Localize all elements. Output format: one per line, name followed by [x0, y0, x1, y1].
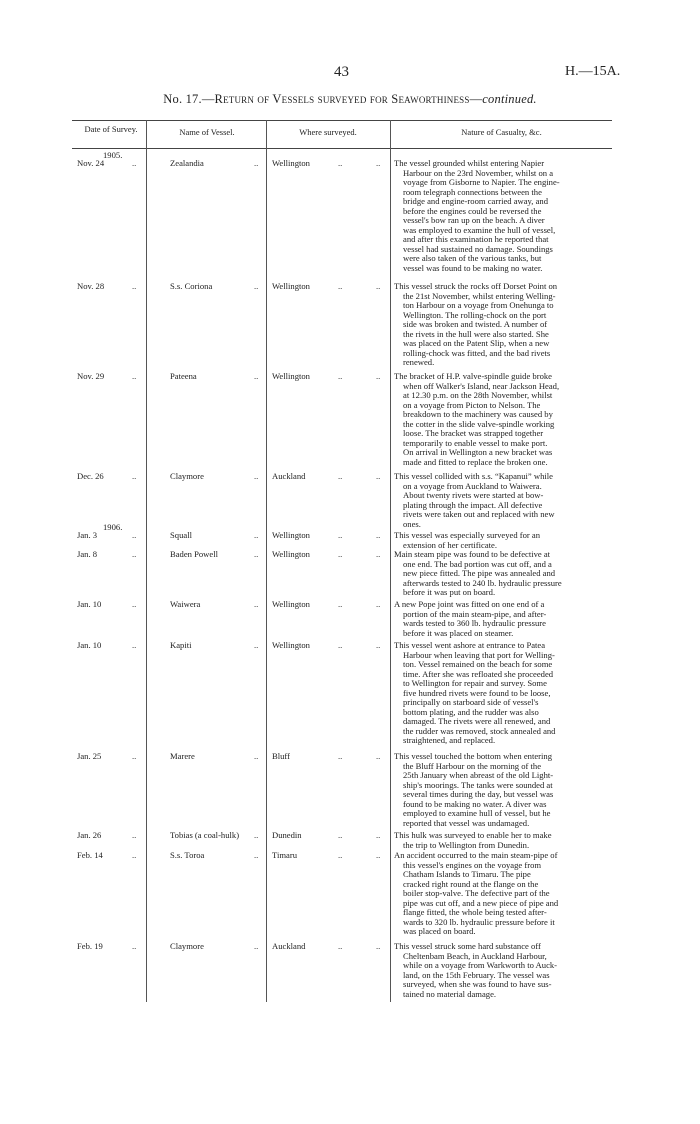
year-label: 1906.: [103, 522, 123, 532]
page-title: [0, 92, 700, 107]
survey-date: Dec. 26: [77, 471, 104, 481]
name-leader: ..: [254, 850, 259, 860]
name-leader: ..: [254, 281, 259, 291]
casualty-line: boiler stop-valve. The defective part of the: [403, 888, 550, 898]
date-leader: ..: [132, 158, 137, 168]
survey-date: Jan. 10: [77, 599, 102, 609]
casualty-line: before the engines could be reversed the: [403, 205, 542, 216]
where-leader-2: ..: [376, 640, 381, 650]
casualty-line: one end. The bad portion was cut off, and a: [403, 558, 552, 569]
where-leader-1: ..: [338, 830, 343, 840]
casualty-line: This vessel was especially surveyed for an: [394, 530, 541, 540]
casualty-line: on a voyage from Auckland to Waiwera.: [403, 480, 542, 491]
vessel-name: Tobias (a coal-hulk): [170, 830, 240, 840]
casualty-description: [394, 282, 609, 368]
where-leader-2: ..: [376, 471, 381, 481]
casualty-line: this vessel's engines on the voyage from: [403, 859, 542, 870]
vessel-name: S.s. Coriona: [170, 281, 213, 291]
where-leader-1: ..: [338, 850, 343, 860]
vessel-name: Marere: [170, 751, 195, 761]
header-date: Date of Survey.: [84, 124, 138, 134]
casualty-description: [394, 600, 609, 638]
name-leader: ..: [254, 599, 259, 609]
date-leader: ..: [132, 549, 137, 559]
vessel-name: Pateena: [170, 371, 197, 381]
casualty-line: made and fitted to replace the broken one.: [403, 456, 548, 467]
casualty-line: damaged. The rivets were all renewed, and: [403, 716, 551, 726]
name-leader: ..: [254, 549, 259, 559]
casualty-line: rolling-chock was fitted, and the bad rivets: [403, 347, 551, 358]
title-number: No. 17.: [163, 92, 202, 106]
casualty-line: On arrival in Wellington a new bracket was: [403, 447, 553, 457]
where-leader-1: ..: [338, 751, 343, 761]
name-leader: ..: [254, 471, 259, 481]
casualty-line: the cotter in the slide valve-spindle working: [403, 418, 555, 429]
date-leader: ..: [132, 640, 137, 650]
where-leader-1: ..: [338, 640, 343, 650]
survey-date: Jan. 25: [77, 751, 102, 761]
vessel-name: Waiwera: [170, 599, 201, 609]
casualty-line: A new Pope joint was fitted on one end of a: [394, 599, 545, 609]
casualty-line: before it was put on board.: [403, 587, 496, 597]
casualty-line: afterwards tested to 240 lb. hydraulic pressure: [403, 577, 562, 588]
title-dash: —: [201, 92, 215, 106]
casualty-line: the rivets in the hull were also started. She: [403, 328, 549, 339]
casualty-line: ship's moorings. The tanks were sounded at: [403, 779, 553, 790]
survey-date: Jan. 26: [77, 830, 102, 840]
date-leader: ..: [132, 830, 137, 840]
survey-location: Wellington: [272, 640, 310, 650]
casualty-description: [394, 851, 609, 937]
where-leader-1: ..: [338, 471, 343, 481]
where-leader-2: ..: [376, 530, 381, 540]
casualty-description: [394, 550, 609, 598]
name-leader: ..: [254, 751, 259, 761]
casualty-line: side was broken and twisted. A number of: [403, 319, 548, 329]
vessel-name: Claymore: [170, 941, 204, 951]
casualty-line: principally on starboard side of vessel's: [403, 697, 539, 707]
casualty-line: employed to examine hull of vessel, but he: [403, 808, 551, 818]
casualty-description: [394, 531, 609, 550]
where-leader-2: ..: [376, 830, 381, 840]
where-leader-1: ..: [338, 549, 343, 559]
vessel-name: Baden Powell: [170, 549, 218, 559]
page-number: 43: [334, 64, 349, 80]
casualty-line: at 12.30 p.m. on the 28th November, whilst: [403, 390, 553, 400]
casualty-line: renewed.: [403, 357, 435, 367]
header-name: Name of Vessel.: [179, 127, 235, 137]
where-leader-2: ..: [376, 281, 381, 291]
where-leader-2: ..: [376, 751, 381, 761]
casualty-line: vessel had sustained no damage. Soundings: [403, 243, 553, 254]
casualty-line: The vessel grounded whilst entering Napier: [394, 158, 545, 168]
casualty-line: the trip to Wellington from Dunedin.: [403, 839, 530, 850]
year-label: 1905.: [103, 150, 123, 160]
date-leader: ..: [132, 471, 137, 481]
casualty-line: while on a voyage from Warkworth to Auck-: [403, 960, 558, 970]
casualty-line: ton Harbour on a voyage from Onehunga to: [403, 300, 554, 310]
casualty-line: the Bluff Harbour on the morning of the: [403, 760, 542, 771]
casualty-line: when off Walker's Island, near Jackson Head,: [403, 380, 560, 391]
date-leader: ..: [132, 599, 137, 609]
date-leader: ..: [132, 281, 137, 291]
casualty-line: About twenty rivets were started at bow-: [403, 490, 544, 500]
casualty-line: This vessel collided with s.s. “Kapanui” while: [394, 471, 553, 481]
title-sep: —: [469, 92, 483, 106]
where-leader-1: ..: [338, 599, 343, 609]
vessel-name: Squall: [170, 530, 192, 540]
survey-location: Auckland: [272, 471, 306, 481]
casualty-description: [394, 752, 609, 828]
casualty-line: was placed on board.: [403, 926, 476, 936]
casualty-line: before it was placed on steamer.: [403, 627, 514, 638]
casualty-line: reported that vessel was undamaged.: [403, 817, 530, 828]
where-leader-2: ..: [376, 850, 381, 860]
casualty-line: room telegraph connections between the: [403, 186, 542, 197]
casualty-line: ones.: [403, 518, 421, 529]
header-nature: Nature of Casualty, &c.: [461, 127, 542, 137]
vessel-name: S.s. Toroa: [170, 850, 205, 860]
name-leader: ..: [254, 158, 259, 168]
where-leader-1: ..: [338, 530, 343, 540]
name-leader: ..: [254, 371, 259, 381]
casualty-line: This vessel touched the bottom when entering: [394, 751, 552, 761]
casualty-description: [394, 942, 609, 999]
casualty-line: breakdown to the machinery was caused by: [403, 409, 553, 419]
where-leader-1: ..: [338, 158, 343, 168]
name-leader: ..: [254, 830, 259, 840]
casualty-line: pipe was cut off, and a new piece of pipe and: [403, 897, 559, 908]
survey-location: Wellington: [272, 599, 310, 609]
casualty-line: This vessel went ashore at entrance to Patea: [394, 640, 546, 650]
header-where: Where surveyed.: [299, 127, 357, 137]
casualty-line: Cheltenbam Beach, in Auckland Harbour,: [403, 950, 547, 961]
casualty-description: [394, 472, 609, 529]
casualty-line: Main steam pipe was found to be defective at: [394, 549, 551, 559]
title-continued: continued.: [482, 92, 537, 106]
casualty-line: wards tested to 360 lb. hydraulic pressure: [403, 618, 546, 628]
casualty-line: extension of her certificate.: [403, 539, 498, 550]
casualty-description: [394, 831, 609, 850]
vessel-name: Zealandia: [170, 158, 204, 168]
date-leader: ..: [132, 941, 137, 951]
survey-date: Feb. 14: [77, 850, 103, 860]
vessel-name: Kapiti: [170, 640, 192, 650]
vessel-name: Claymore: [170, 471, 204, 481]
survey-date: Nov. 29: [77, 371, 105, 381]
where-leader-1: ..: [338, 281, 343, 291]
name-leader: ..: [254, 530, 259, 540]
survey-location: Wellington: [272, 371, 310, 381]
casualty-line: An accident occurred to the main steam-pipe of: [394, 850, 558, 860]
date-leader: ..: [132, 850, 137, 860]
survey-date: Nov. 24: [77, 158, 105, 168]
date-leader: ..: [132, 530, 137, 540]
casualty-line: cracked right round at the flange on the: [403, 878, 539, 889]
casualty-line: straightened, and replaced.: [403, 735, 496, 745]
casualty-line: and after this examination he reported that: [403, 234, 549, 244]
casualty-line: rivets were taken out and replaced with new: [403, 509, 555, 519]
name-leader: ..: [254, 640, 259, 650]
survey-date: Feb. 19: [77, 941, 103, 951]
header-bottom-rule: [72, 148, 612, 149]
casualty-line: Chatham Islands to Timaru. The pipe: [403, 869, 531, 879]
casualty-line: were also taken of the various tanks, but: [403, 253, 542, 263]
where-leader-2: ..: [376, 941, 381, 951]
page-reference: H.—15A.: [565, 64, 621, 79]
survey-date: Jan. 10: [77, 640, 102, 650]
column-divider-1: [146, 120, 147, 1002]
survey-location: Wellington: [272, 158, 310, 168]
casualty-line: flange fitted, the whole being tested after-: [403, 907, 547, 917]
survey-location: Wellington: [272, 530, 310, 540]
casualty-line: 25th January when abreast of the old Light-: [403, 770, 554, 780]
casualty-line: time. After she was refloated she proceeded: [403, 668, 554, 679]
casualty-line: the rudder was removed, stock annealed and: [403, 725, 556, 736]
casualty-line: on a voyage from Picton to Nelson. The: [403, 399, 541, 410]
casualty-line: temporarily to enable vessel to make port.: [403, 437, 548, 448]
casualty-line: was placed on the Patent Slip, when a new: [403, 338, 550, 348]
casualty-line: bridge and engine-room carried away, and: [403, 196, 548, 206]
title-text: Return of Vessels surveyed for Seaworthiness: [214, 92, 470, 106]
where-leader-2: ..: [376, 158, 381, 168]
casualty-line: to Wellington for repair and survey. Some: [403, 678, 547, 688]
casualty-line: five hundred rivets were found to be loose,: [403, 687, 551, 698]
casualty-line: several times during the day, but vessel was: [403, 789, 554, 799]
casualty-line: plating through the impact. All defective: [403, 499, 543, 510]
where-leader-2: ..: [376, 371, 381, 381]
survey-location: Auckland: [272, 941, 306, 951]
casualty-line: voyage from Gisborne to Napier. The engine-: [403, 177, 560, 187]
casualty-line: wards to 320 lb. hydraulic pressure before it: [403, 916, 555, 927]
casualty-line: was employed to examine the hull of vessel,: [403, 224, 556, 235]
where-leader-2: ..: [376, 599, 381, 609]
casualty-line: This vessel struck some hard substance off: [394, 941, 541, 951]
casualty-line: portion of the main steam-pipe, and after-: [403, 608, 547, 619]
casualty-line: ton. Vessel remained on the beach for some: [403, 659, 553, 669]
survey-location: Dunedin: [272, 830, 302, 840]
casualty-line: the 21st November, whilst entering Welling-: [403, 290, 556, 301]
casualty-line: This vessel struck the rocks off Dorset Point on: [394, 281, 558, 291]
where-leader-1: ..: [338, 371, 343, 381]
casualty-description: [394, 641, 609, 746]
survey-location: Wellington: [272, 281, 310, 291]
name-leader: ..: [254, 941, 259, 951]
survey-location: Bluff: [272, 751, 290, 761]
where-leader-1: ..: [338, 941, 343, 951]
casualty-description: [394, 159, 609, 273]
casualty-description: [394, 372, 609, 467]
casualty-line: surveyed, when she was found to have sus-: [403, 979, 552, 989]
column-divider-2: [266, 120, 267, 1002]
survey-date: Jan. 8: [77, 549, 98, 559]
date-leader: ..: [132, 751, 137, 761]
casualty-line: vessel was found to be making no water.: [403, 262, 543, 273]
column-divider-3: [390, 120, 391, 1002]
where-leader-2: ..: [376, 549, 381, 559]
casualty-line: This hulk was surveyed to enable her to make: [394, 830, 552, 840]
casualty-line: tained no material damage.: [403, 988, 497, 999]
casualty-line: The bracket of H.P. valve-spindle guide broke: [394, 371, 552, 381]
casualty-line: vessel's bow ran up on the beach. A diver: [403, 215, 545, 225]
survey-location: Timaru: [272, 850, 297, 860]
survey-date: Nov. 28: [77, 281, 105, 291]
casualty-line: Harbour on the 23rd November, whilst on a: [403, 167, 554, 178]
date-leader: ..: [132, 371, 137, 381]
casualty-line: bottom plating, and the rudder was also: [403, 706, 539, 717]
casualty-line: Harbour when leaving that port for Welling-: [403, 649, 555, 660]
survey-date: Jan. 3: [77, 530, 98, 540]
casualty-line: land, on the 15th February. The vessel was: [403, 969, 550, 980]
header-top-rule: [72, 120, 612, 121]
casualty-line: Wellington. The rolling-chock on the port: [403, 309, 547, 320]
casualty-line: new piece fitted. The pipe was annealed and: [403, 568, 556, 578]
casualty-line: found to be making no water. A diver was: [403, 798, 547, 809]
casualty-line: loose. The bracket was strapped together: [403, 428, 544, 438]
survey-location: Wellington: [272, 549, 310, 559]
